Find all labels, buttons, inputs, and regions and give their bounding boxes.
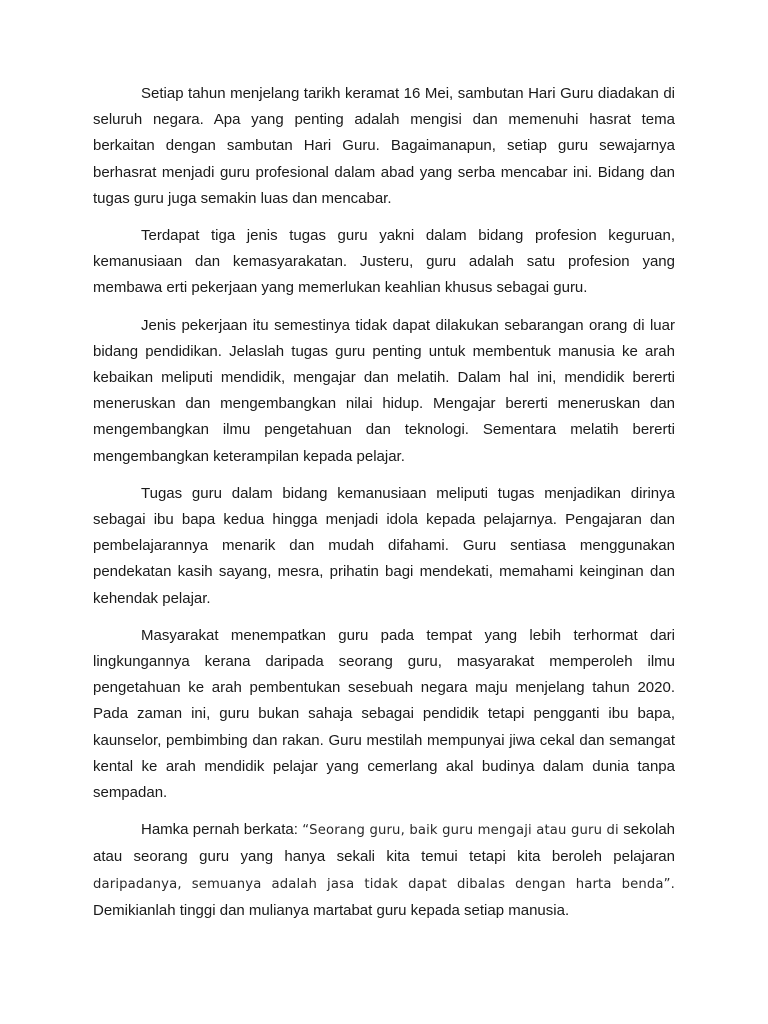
quote-intro: Hamka pernah berkata: (141, 821, 303, 839)
paragraph-1: Setiap tahun menjelang tarikh keramat 16 Mei, sambutan Hari Guru diadakan di seluruh negara. Apa yang penting adalah mengisi dan memenuhi hasrat tema berkaitan dengan sambutan Hari Guru. Bagaimanapun, setiap guru sewajarnya berhasrat menjadi guru profesional dalam abad yang serba mencabar ini. Bidang dan tugas guru juga semakin luas dan mencabar. (93, 85, 675, 207)
paragraph-4: Tugas guru dalam bidang kemanusiaan meliputi tugas menjadikan dirinya sebagai ibu bapa kedua hingga menjadi idola kepada pelajarnya. Pengajaran dan pembelajarannya menarik dan mudah difahami. Guru sentiasa menggunakan pendekatan kasih sayang, mesra, prihatin bagi mendekati, memahami keinginan dan kehendak pelajar. (93, 484, 675, 607)
hamka-quote-part-2: daripadanya, semuanya adalah jasa tidak dapat dibalas dengan harta benda”. (93, 876, 675, 892)
hamka-quote-part-1: “Seorang guru, baik guru mengaji atau guru di (302, 823, 624, 839)
paragraph-2: Terdapat tiga jenis tugas guru yakni dalam bidang profesion keguruan, kemanusiaan dan kemasyarakatan. Justeru, guru adalah satu profesion yang membawa erti pekerjaan yang memerlukan keahlian khusus sebagai guru. (93, 227, 675, 297)
paragraph-5: Masyarakat menempatkan guru pada tempat yang lebih terhormat dari lingkungannya kerana daripada seorang guru, masyarakat memperoleh ilmu pengetahuan ke arah pembentukan sesebuah negara maju menjelang tahun 2020. Pada zaman ini, guru bukan sahaja sebagai pendidik tetapi pengganti ibu bapa, kaunselor, pembimbing dan rakan. Guru mestilah mempunyai jiwa cekal dan semangat kental ke arah mendidik pelajar yang cemerlang akal budinya dalam dunia tanpa sempadan. (93, 626, 675, 802)
document-page (93, 81, 675, 935)
quote-middle: sekolah atau seorang guru yang hanya sekali kita temui tetapi kita beroleh pelajaran (93, 821, 675, 866)
closing-sentence: Demikianlah tinggi dan mulianya martabat guru kepada setiap manusia. (93, 901, 570, 919)
paragraph-6 (93, 817, 675, 924)
paragraph-3: Jenis pekerjaan itu semestinya tidak dapat dilakukan sebarangan orang di luar bidang pendidikan. Jelaslah tugas guru penting untuk membentuk manusia ke arah kebaikan meliputi mendidik, mengajar dan melatih. Dalam hal ini, mendidik bererti meneruskan dan mengembangkan nilai hidup. Mengajar bererti meneruskan dan mengembangkan ilmu pengetahuan dan teknologi. Sementara melatih bererti mengembangkan keterampilan kepada pelajar. (93, 316, 675, 465)
